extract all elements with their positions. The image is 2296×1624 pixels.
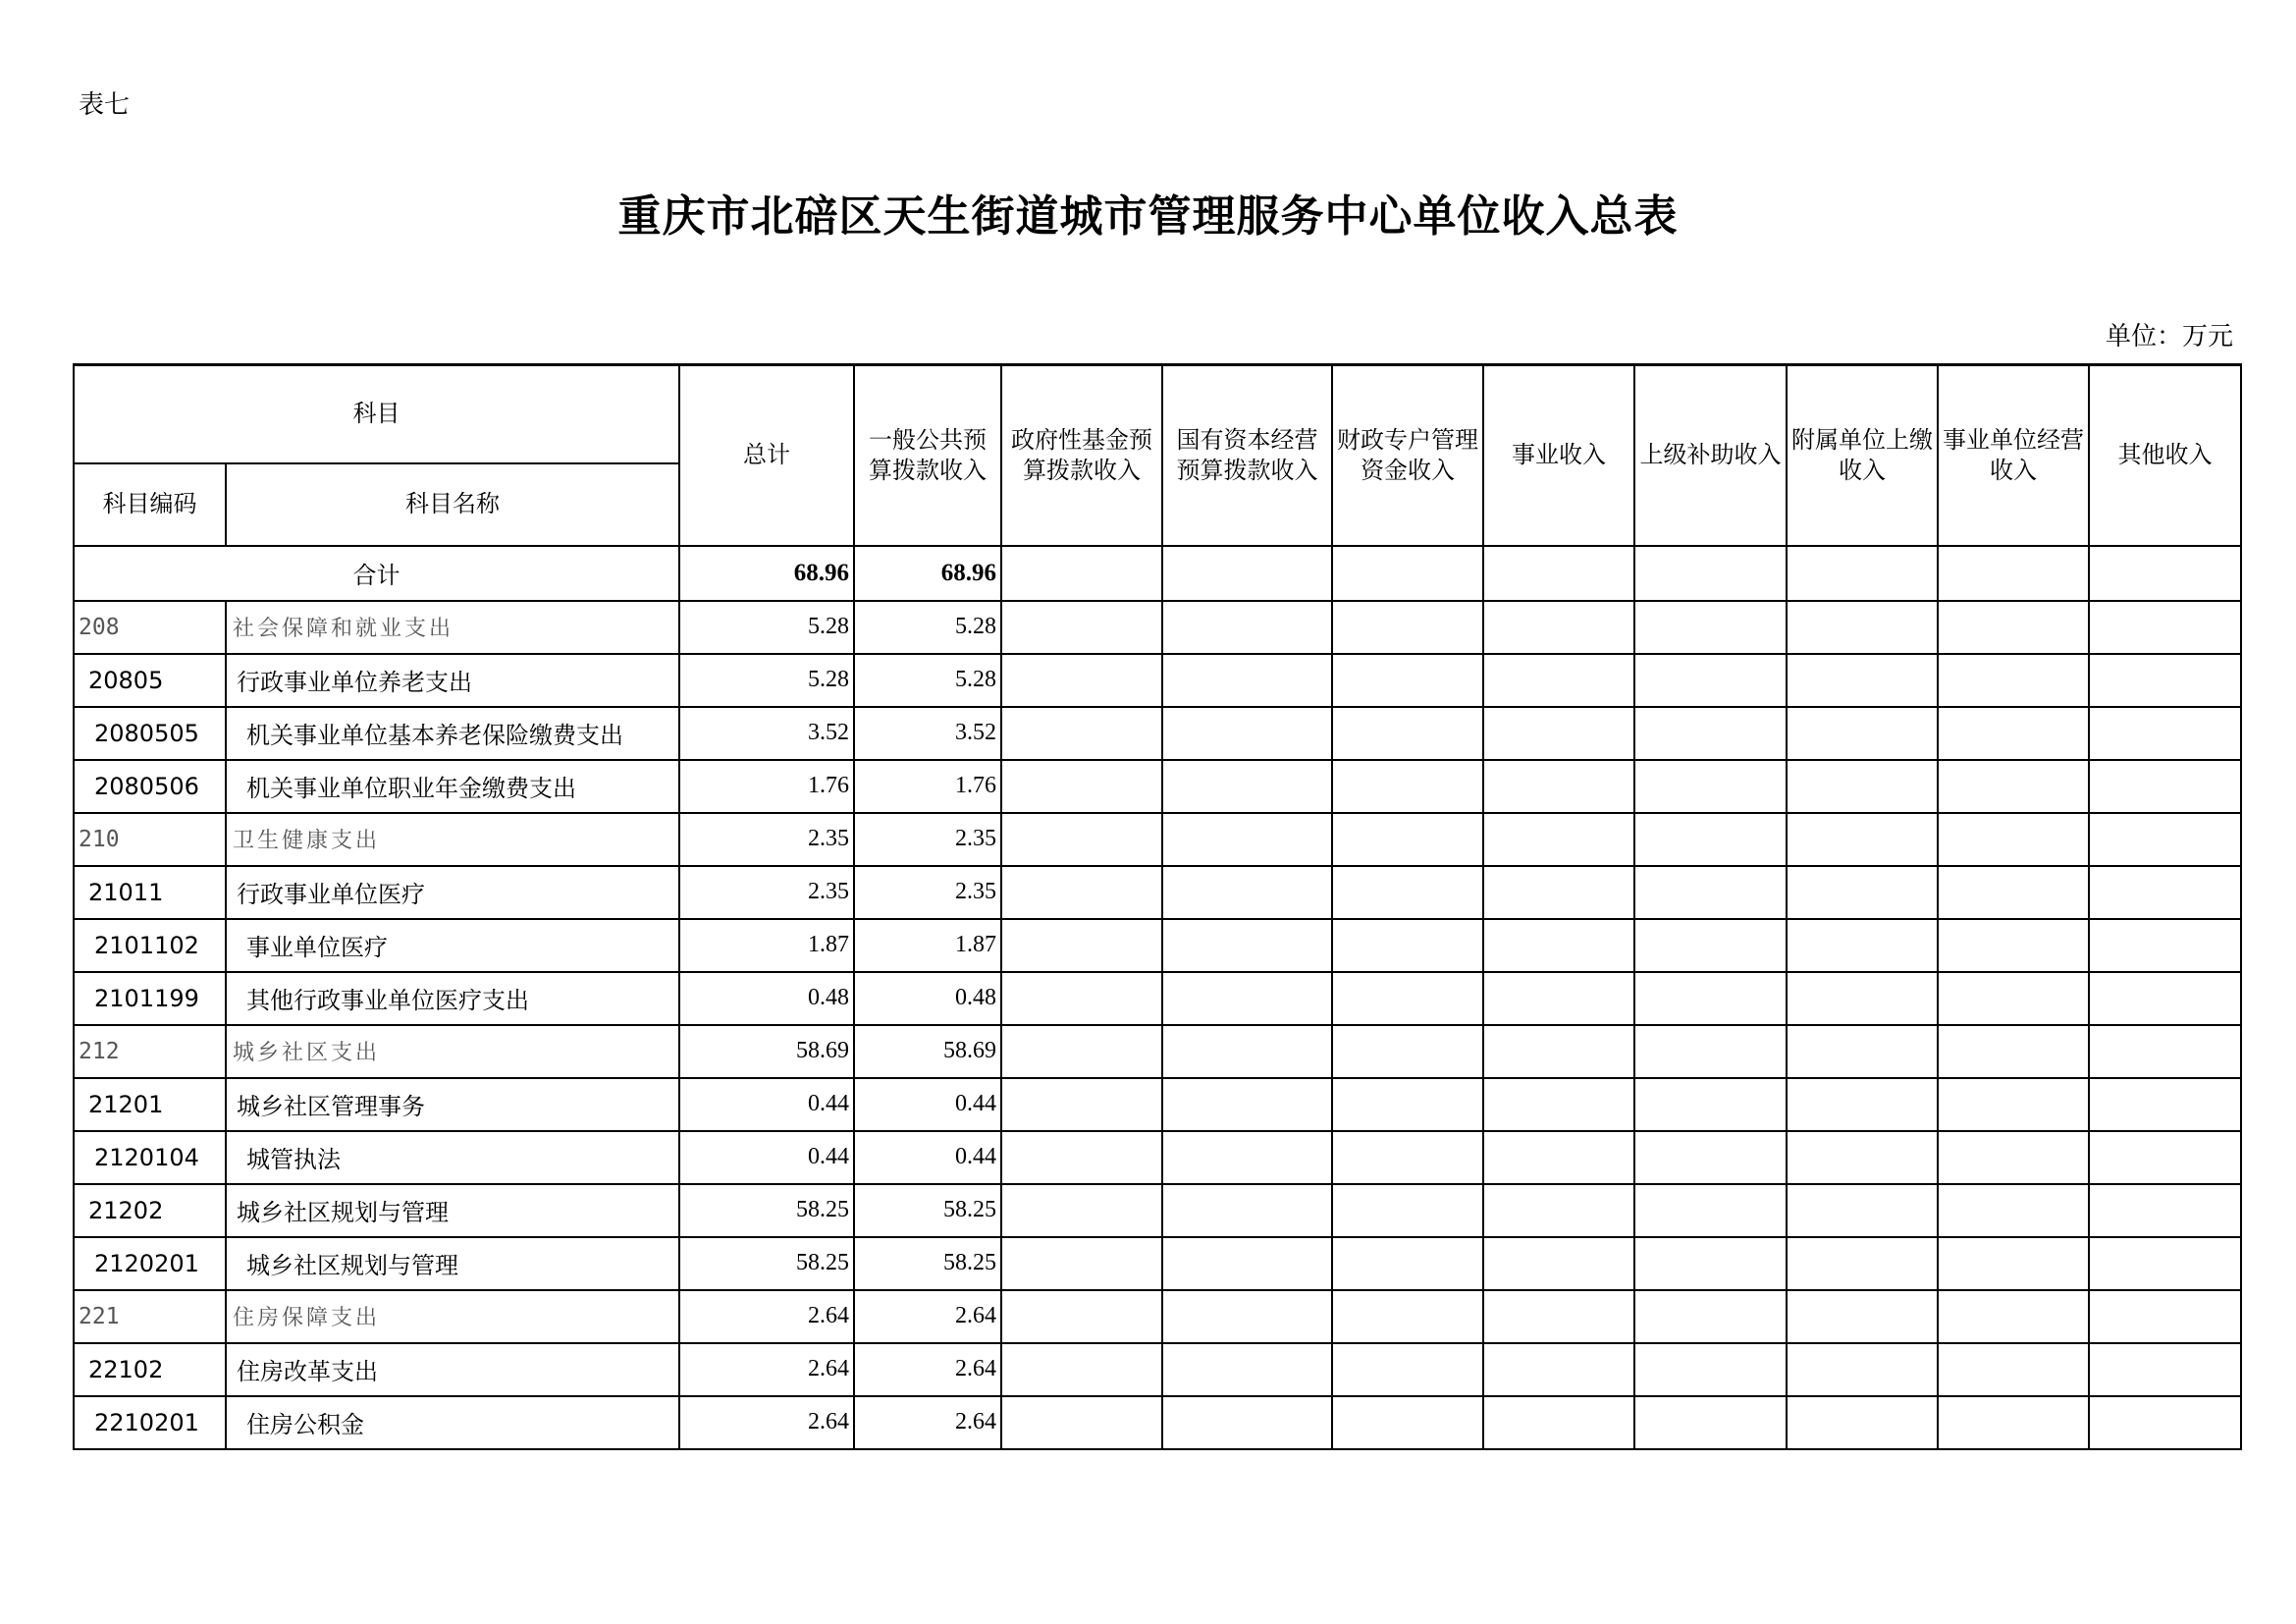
subject-name: 城乡社区规划与管理 [226, 1184, 679, 1237]
empty-cell [1001, 866, 1162, 919]
empty-cell [1162, 1396, 1332, 1449]
total-sum: 68.96 [679, 546, 854, 601]
header-subject-name: 科目名称 [226, 463, 679, 546]
subject-name: 行政事业单位医疗 [226, 866, 679, 919]
empty-cell [1634, 1131, 1787, 1184]
empty-cell [1634, 546, 1787, 601]
empty-cell [1483, 601, 1634, 654]
total-row [74, 546, 2241, 601]
amount-general: 2.64 [854, 1290, 1001, 1343]
amount-general: 1.87 [854, 919, 1001, 972]
empty-cell [1162, 919, 1332, 972]
amount-total: 2.64 [679, 1396, 854, 1449]
subject-code: 221 [74, 1290, 226, 1343]
table-row [74, 1184, 2241, 1237]
empty-cell [1787, 1343, 1938, 1396]
empty-cell [1001, 546, 1162, 601]
empty-cell [1938, 760, 2089, 813]
empty-cell [1787, 813, 1938, 866]
amount-general: 0.44 [854, 1078, 1001, 1131]
empty-cell [1483, 1290, 1634, 1343]
empty-cell [2089, 1237, 2241, 1290]
empty-cell [2089, 972, 2241, 1025]
empty-cell [1938, 1396, 2089, 1449]
table-row [74, 1343, 2241, 1396]
empty-cell [1787, 866, 1938, 919]
total-label: 合计 [74, 546, 679, 601]
subject-name: 城乡社区规划与管理 [226, 1237, 679, 1290]
empty-cell [1332, 866, 1483, 919]
empty-cell [1332, 760, 1483, 813]
amount-total: 58.69 [679, 1025, 854, 1078]
subject-code: 208 [74, 601, 226, 654]
empty-cell [1938, 707, 2089, 760]
empty-cell [2089, 866, 2241, 919]
subject-name: 城乡社区支出 [226, 1025, 679, 1078]
empty-cell [2089, 1290, 2241, 1343]
empty-cell [1634, 919, 1787, 972]
empty-cell [1634, 654, 1787, 707]
subject-name: 机关事业单位基本养老保险缴费支出 [226, 707, 679, 760]
empty-cell [1787, 1290, 1938, 1343]
amount-total: 0.44 [679, 1131, 854, 1184]
empty-cell [1787, 1131, 1938, 1184]
amount-total: 2.64 [679, 1290, 854, 1343]
empty-cell [1483, 1078, 1634, 1131]
table-row [74, 1078, 2241, 1131]
empty-cell [2089, 601, 2241, 654]
empty-cell [1332, 1396, 1483, 1449]
empty-cell [2089, 707, 2241, 760]
amount-total: 1.76 [679, 760, 854, 813]
subject-name: 机关事业单位职业年金缴费支出 [226, 760, 679, 813]
subject-name: 住房保障支出 [226, 1290, 679, 1343]
empty-cell [1332, 707, 1483, 760]
amount-general: 2.35 [854, 813, 1001, 866]
empty-cell [1787, 760, 1938, 813]
header-col-business: 事业收入 [1483, 365, 1634, 546]
empty-cell [1634, 972, 1787, 1025]
empty-cell [1787, 601, 1938, 654]
table-row [74, 972, 2241, 1025]
empty-cell [2089, 1343, 2241, 1396]
empty-cell [1634, 601, 1787, 654]
unit-label: 单位：万元 [2105, 322, 2233, 352]
empty-cell [1332, 813, 1483, 866]
amount-general: 0.48 [854, 972, 1001, 1025]
empty-cell [2089, 1025, 2241, 1078]
empty-cell [1787, 1025, 1938, 1078]
empty-cell [2089, 546, 2241, 601]
subject-name: 城乡社区管理事务 [226, 1078, 679, 1131]
empty-cell [1162, 1237, 1332, 1290]
empty-cell [1634, 1396, 1787, 1449]
empty-cell [1787, 1078, 1938, 1131]
amount-total: 5.28 [679, 601, 854, 654]
subject-name: 住房公积金 [226, 1396, 679, 1449]
empty-cell [1938, 1237, 2089, 1290]
amount-general: 2.35 [854, 866, 1001, 919]
empty-cell [1483, 1131, 1634, 1184]
amount-total: 0.48 [679, 972, 854, 1025]
empty-cell [1162, 1025, 1332, 1078]
empty-cell [1332, 919, 1483, 972]
amount-general: 3.52 [854, 707, 1001, 760]
table-row [74, 707, 2241, 760]
empty-cell [2089, 1396, 2241, 1449]
empty-cell [1787, 1237, 1938, 1290]
empty-cell [1483, 546, 1634, 601]
empty-cell [1787, 972, 1938, 1025]
empty-cell [1162, 654, 1332, 707]
empty-cell [1162, 866, 1332, 919]
amount-general: 5.28 [854, 654, 1001, 707]
empty-cell [1483, 1237, 1634, 1290]
empty-cell [1332, 1131, 1483, 1184]
empty-cell [1001, 1184, 1162, 1237]
empty-cell [1332, 1025, 1483, 1078]
empty-cell [1938, 866, 2089, 919]
subject-name: 行政事业单位养老支出 [226, 654, 679, 707]
subject-code: 212 [74, 1025, 226, 1078]
empty-cell [1162, 1078, 1332, 1131]
table-row [74, 1025, 2241, 1078]
subject-code: 22102 [74, 1343, 226, 1396]
amount-total: 58.25 [679, 1184, 854, 1237]
income-summary-table [73, 363, 2242, 1450]
empty-cell [1483, 1184, 1634, 1237]
empty-cell [1162, 972, 1332, 1025]
empty-cell [1001, 760, 1162, 813]
empty-cell [1001, 707, 1162, 760]
amount-general: 58.25 [854, 1184, 1001, 1237]
empty-cell [1938, 972, 2089, 1025]
empty-cell [1001, 813, 1162, 866]
empty-cell [1787, 654, 1938, 707]
empty-cell [2089, 1184, 2241, 1237]
empty-cell [1938, 1078, 2089, 1131]
empty-cell [1787, 1184, 1938, 1237]
amount-total: 1.87 [679, 919, 854, 972]
empty-cell [1634, 1237, 1787, 1290]
empty-cell [1483, 1025, 1634, 1078]
empty-cell [1001, 972, 1162, 1025]
amount-general: 0.44 [854, 1131, 1001, 1184]
table-row [74, 1131, 2241, 1184]
subject-code: 20805 [74, 654, 226, 707]
table-row [74, 1237, 2241, 1290]
empty-cell [1634, 1343, 1787, 1396]
empty-cell [1332, 972, 1483, 1025]
table-row [74, 1396, 2241, 1449]
empty-cell [1938, 1184, 2089, 1237]
empty-cell [1787, 919, 1938, 972]
amount-total: 0.44 [679, 1078, 854, 1131]
empty-cell [1332, 654, 1483, 707]
subject-code: 2210201 [74, 1396, 226, 1449]
empty-cell [1332, 546, 1483, 601]
header-subject-code: 科目编码 [74, 463, 226, 546]
empty-cell [1332, 1290, 1483, 1343]
subject-code: 2080505 [74, 707, 226, 760]
total-general: 68.96 [854, 546, 1001, 601]
subject-code: 21011 [74, 866, 226, 919]
empty-cell [1483, 707, 1634, 760]
header-row-1 [74, 365, 2241, 463]
header-col-affiliated: 附属单位上缴收入 [1787, 365, 1938, 546]
empty-cell [1162, 760, 1332, 813]
subject-name: 社会保障和就业支出 [226, 601, 679, 654]
empty-cell [1483, 760, 1634, 813]
empty-cell [1787, 1396, 1938, 1449]
table-row [74, 919, 2241, 972]
empty-cell [1162, 1184, 1332, 1237]
empty-cell [1938, 1290, 2089, 1343]
amount-total: 2.64 [679, 1343, 854, 1396]
amount-general: 2.64 [854, 1343, 1001, 1396]
table-row [74, 601, 2241, 654]
empty-cell [1483, 972, 1634, 1025]
empty-cell [1332, 1184, 1483, 1237]
empty-cell [1001, 1290, 1162, 1343]
empty-cell [1001, 1131, 1162, 1184]
empty-cell [1332, 1078, 1483, 1131]
empty-cell [1483, 866, 1634, 919]
empty-cell [2089, 654, 2241, 707]
empty-cell [1483, 919, 1634, 972]
empty-cell [1634, 813, 1787, 866]
empty-cell [1162, 707, 1332, 760]
empty-cell [1001, 1078, 1162, 1131]
table-row [74, 760, 2241, 813]
subject-code: 21201 [74, 1078, 226, 1131]
amount-total: 2.35 [679, 866, 854, 919]
empty-cell [1483, 654, 1634, 707]
empty-cell [1001, 1396, 1162, 1449]
empty-cell [1938, 1131, 2089, 1184]
subject-name: 事业单位医疗 [226, 919, 679, 972]
subject-name: 其他行政事业单位医疗支出 [226, 972, 679, 1025]
empty-cell [1162, 546, 1332, 601]
header-subject: 科目 [74, 365, 679, 463]
empty-cell [1787, 546, 1938, 601]
header-col-fund: 政府性基金预算拨款收入 [1001, 365, 1162, 546]
header-col-other: 其他收入 [2089, 365, 2241, 546]
empty-cell [1001, 919, 1162, 972]
amount-total: 2.35 [679, 813, 854, 866]
empty-cell [1483, 1396, 1634, 1449]
table-number: 表七 [79, 90, 131, 120]
amount-total: 58.25 [679, 1237, 854, 1290]
empty-cell [1483, 1343, 1634, 1396]
header-col-state-capital: 国有资本经营预算拨款收入 [1162, 365, 1332, 546]
empty-cell [1162, 1290, 1332, 1343]
empty-cell [2089, 760, 2241, 813]
empty-cell [1634, 1290, 1787, 1343]
empty-cell [1634, 866, 1787, 919]
page-title: 重庆市北碚区天生街道城市管理服务中心单位收入总表 [617, 191, 1679, 242]
header-col-general: 一般公共预算拨款收入 [854, 365, 1001, 546]
subject-code: 2120104 [74, 1131, 226, 1184]
empty-cell [1332, 601, 1483, 654]
subject-code: 2080506 [74, 760, 226, 813]
subject-code: 2120201 [74, 1237, 226, 1290]
empty-cell [1938, 654, 2089, 707]
header-col-operating: 事业单位经营收入 [1938, 365, 2089, 546]
empty-cell [1938, 546, 2089, 601]
amount-general: 58.25 [854, 1237, 1001, 1290]
amount-general: 58.69 [854, 1025, 1001, 1078]
amount-general: 2.64 [854, 1396, 1001, 1449]
empty-cell [1938, 1025, 2089, 1078]
amount-total: 3.52 [679, 707, 854, 760]
header-col-superior-subsidy: 上级补助收入 [1634, 365, 1787, 546]
subject-code: 210 [74, 813, 226, 866]
amount-general: 5.28 [854, 601, 1001, 654]
amount-general: 1.76 [854, 760, 1001, 813]
empty-cell [1162, 1131, 1332, 1184]
empty-cell [1332, 1343, 1483, 1396]
header-col-total: 总计 [679, 365, 854, 546]
empty-cell [1001, 1025, 1162, 1078]
subject-code: 2101102 [74, 919, 226, 972]
empty-cell [1787, 707, 1938, 760]
empty-cell [1483, 813, 1634, 866]
empty-cell [1162, 601, 1332, 654]
empty-cell [1001, 1237, 1162, 1290]
empty-cell [1001, 654, 1162, 707]
empty-cell [1001, 1343, 1162, 1396]
empty-cell [1938, 1343, 2089, 1396]
table-row [74, 1290, 2241, 1343]
empty-cell [1162, 1343, 1332, 1396]
empty-cell [2089, 813, 2241, 866]
empty-cell [1634, 760, 1787, 813]
table-row [74, 866, 2241, 919]
empty-cell [1938, 601, 2089, 654]
empty-cell [1938, 919, 2089, 972]
empty-cell [1938, 813, 2089, 866]
table-row [74, 654, 2241, 707]
subject-name: 卫生健康支出 [226, 813, 679, 866]
empty-cell [1634, 707, 1787, 760]
empty-cell [1162, 813, 1332, 866]
subject-code: 21202 [74, 1184, 226, 1237]
header-col-special-account: 财政专户管理资金收入 [1332, 365, 1483, 546]
empty-cell [1001, 601, 1162, 654]
empty-cell [1634, 1078, 1787, 1131]
amount-total: 5.28 [679, 654, 854, 707]
empty-cell [2089, 1078, 2241, 1131]
empty-cell [2089, 919, 2241, 972]
empty-cell [1634, 1184, 1787, 1237]
empty-cell [1332, 1237, 1483, 1290]
empty-cell [1634, 1025, 1787, 1078]
subject-name: 城管执法 [226, 1131, 679, 1184]
subject-name: 住房改革支出 [226, 1343, 679, 1396]
empty-cell [2089, 1131, 2241, 1184]
table-row [74, 813, 2241, 866]
subject-code: 2101199 [74, 972, 226, 1025]
